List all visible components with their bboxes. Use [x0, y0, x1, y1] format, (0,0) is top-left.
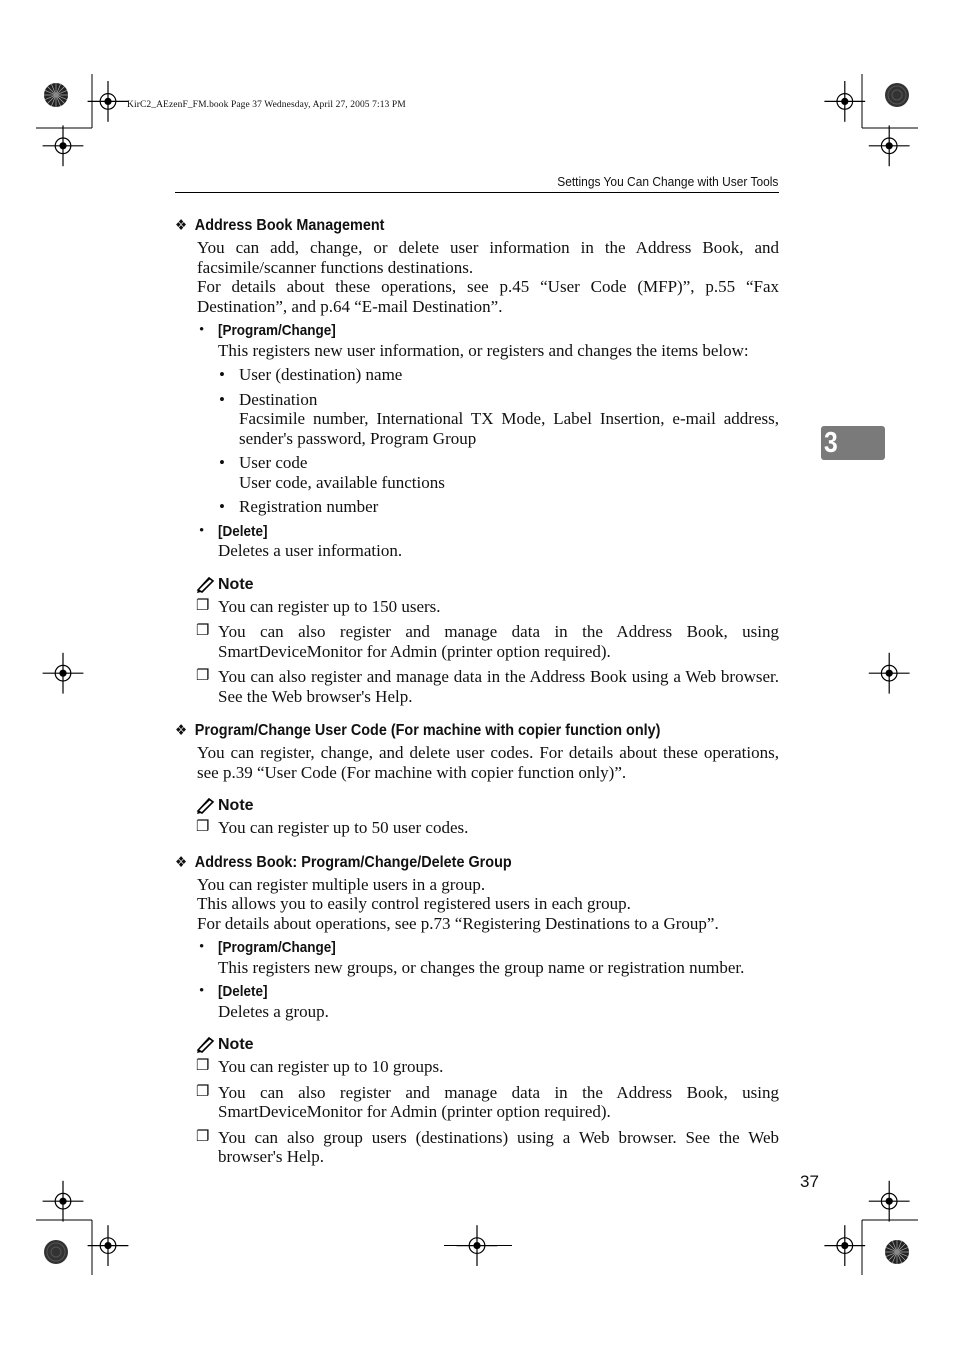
note-text: You can register up to 50 user codes.: [218, 818, 469, 837]
paragraph: You can register, change, and delete user codes. For details about these operations, see p.39 “User Code (For machine with copier function only)”.: [197, 743, 779, 782]
bullet-item: [175, 321, 779, 360]
note-item: [175, 667, 779, 706]
bullet-description: This registers new groups, or changes the group name or registration number.: [218, 957, 745, 977]
page-number: 37: [800, 1172, 819, 1191]
diamond-bullet-icon: ❖: [175, 722, 188, 739]
section-paragraphs: [175, 743, 779, 782]
note-title: Note: [218, 575, 254, 593]
sub-bullet-title: Registration number: [239, 497, 379, 516]
section-heading: [175, 214, 719, 238]
checkbox-icon: ❐: [196, 1083, 210, 1100]
bullet-item: [175, 522, 779, 561]
bullet-label: [Program/Change]: [218, 322, 336, 339]
chapter-tab: [821, 426, 885, 460]
bullet-label: [Delete]: [218, 522, 268, 540]
note-title: Note: [218, 1036, 254, 1053]
bullet-dot-icon: •: [199, 939, 205, 955]
note-heading: [175, 794, 779, 818]
bullet-dot-icon: •: [199, 522, 205, 539]
bullet-dot-icon: •: [199, 322, 205, 338]
checkbox-icon: ❐: [196, 1058, 210, 1074]
note-text: You can register up to 150 users.: [218, 596, 441, 616]
bullet-description: Deletes a group.: [218, 1001, 329, 1021]
bullet-description: This registers new user information, or registers and changes the items below:: [218, 340, 749, 360]
bullet-dot-icon: •: [219, 497, 225, 516]
checkbox-icon: ❐: [196, 597, 210, 614]
sub-bullet-item: [175, 390, 779, 449]
section-heading-text: Address Book Management: [194, 217, 385, 234]
bullet-dot-icon: •: [199, 983, 205, 999]
bullet-label: [Delete]: [218, 983, 268, 1000]
section-paragraphs: [175, 238, 779, 316]
note-text: You can register up to 10 groups.: [218, 1057, 444, 1076]
bullet-dot-icon: •: [219, 453, 225, 472]
paragraph: You can add, change, or delete user information in the Address Book, and facsimile/scanner functions destinations.: [197, 238, 779, 277]
page-content: [175, 214, 779, 1167]
chapter-tab-number: 3: [824, 427, 838, 459]
checkbox-icon: ❐: [196, 668, 210, 684]
sub-bullet-title: Destination: [239, 389, 318, 409]
section-address-book-management: [175, 214, 779, 706]
pencil-note-icon: [195, 796, 215, 814]
note-item: [175, 1128, 779, 1167]
paragraph: For details about operations, see p.73 “Registering Destinations to a Group”.: [197, 913, 719, 933]
sub-bullet-item: [175, 453, 779, 492]
paragraph: You can register multiple users in a group.: [197, 874, 486, 894]
section-program-change-user-code: [175, 719, 779, 838]
note-text: You can also group users (destinations) using a Web browser. See the Web browser's Help.: [218, 1127, 779, 1166]
bullet-dot-icon: •: [219, 389, 225, 409]
note-text: You can also register and manage data in the Address Book using a Web browser. See the Web browser's Help.: [218, 667, 779, 706]
pencil-note-icon: [195, 1035, 215, 1053]
sub-bullet-detail: Facsimile number, International TX Mode, Label Insertion, e-mail address, sender's password, Program Group: [239, 409, 779, 448]
paragraph: For details about these operations, see p.45 “User Code (MFP)”, p.55 “Fax Destination”, and p.64 “E-mail Destination”.: [197, 277, 779, 316]
sub-bullet-item: [175, 497, 779, 517]
note-text: You can also register and manage data in the Address Book, using SmartDeviceMonitor for Admin (printer option required).: [218, 622, 779, 661]
note-item: [175, 597, 779, 617]
sub-bullet-item: [175, 365, 779, 385]
section-heading: [175, 719, 719, 743]
checkbox-icon: ❐: [196, 819, 210, 835]
paragraph: This allows you to easily control registered users in each group.: [197, 894, 631, 913]
note-heading: [175, 573, 779, 597]
note-item: [175, 818, 779, 838]
note-item: [175, 1057, 779, 1077]
note-item: [175, 1083, 779, 1122]
note-text: You can also register and manage data in the Address Book, using SmartDeviceMonitor for Admin (printer option required).: [218, 1082, 779, 1121]
running-header: Settings You Can Change with User Tools: [556, 174, 778, 189]
diamond-bullet-icon: ❖: [175, 217, 188, 234]
sub-bullet-title: User code: [239, 453, 308, 472]
pencil-note-icon: [195, 575, 215, 593]
print-info-line: KirC2_AEzenF_FM.book Page 37 Wednesday, April 27, 2005 7:13 PM: [127, 100, 406, 110]
section-paragraphs: [175, 875, 779, 934]
sub-bullet-detail: User code, available functions: [239, 472, 445, 492]
note-item: [175, 622, 779, 661]
checkbox-icon: ❐: [196, 623, 210, 639]
section-heading-text: Program/Change User Code (For machine with copier function only): [194, 722, 661, 739]
checkbox-icon: ❐: [196, 1128, 210, 1145]
note-heading: [175, 1033, 779, 1057]
header-rule: [175, 192, 779, 193]
bullet-item: [175, 982, 779, 1021]
note-title: Note: [218, 797, 254, 814]
diamond-bullet-icon: ❖: [175, 853, 188, 871]
bullet-dot-icon: •: [219, 365, 225, 384]
section-heading: [175, 851, 719, 875]
section-address-book-group: [175, 851, 779, 1167]
bullet-item: [175, 938, 779, 977]
sub-bullet-title: User (destination) name: [239, 365, 403, 384]
bullet-description: Deletes a user information.: [218, 541, 403, 560]
bullet-label: [Program/Change]: [218, 939, 336, 956]
section-heading-text: Address Book: Program/Change/Delete Group: [194, 853, 512, 871]
